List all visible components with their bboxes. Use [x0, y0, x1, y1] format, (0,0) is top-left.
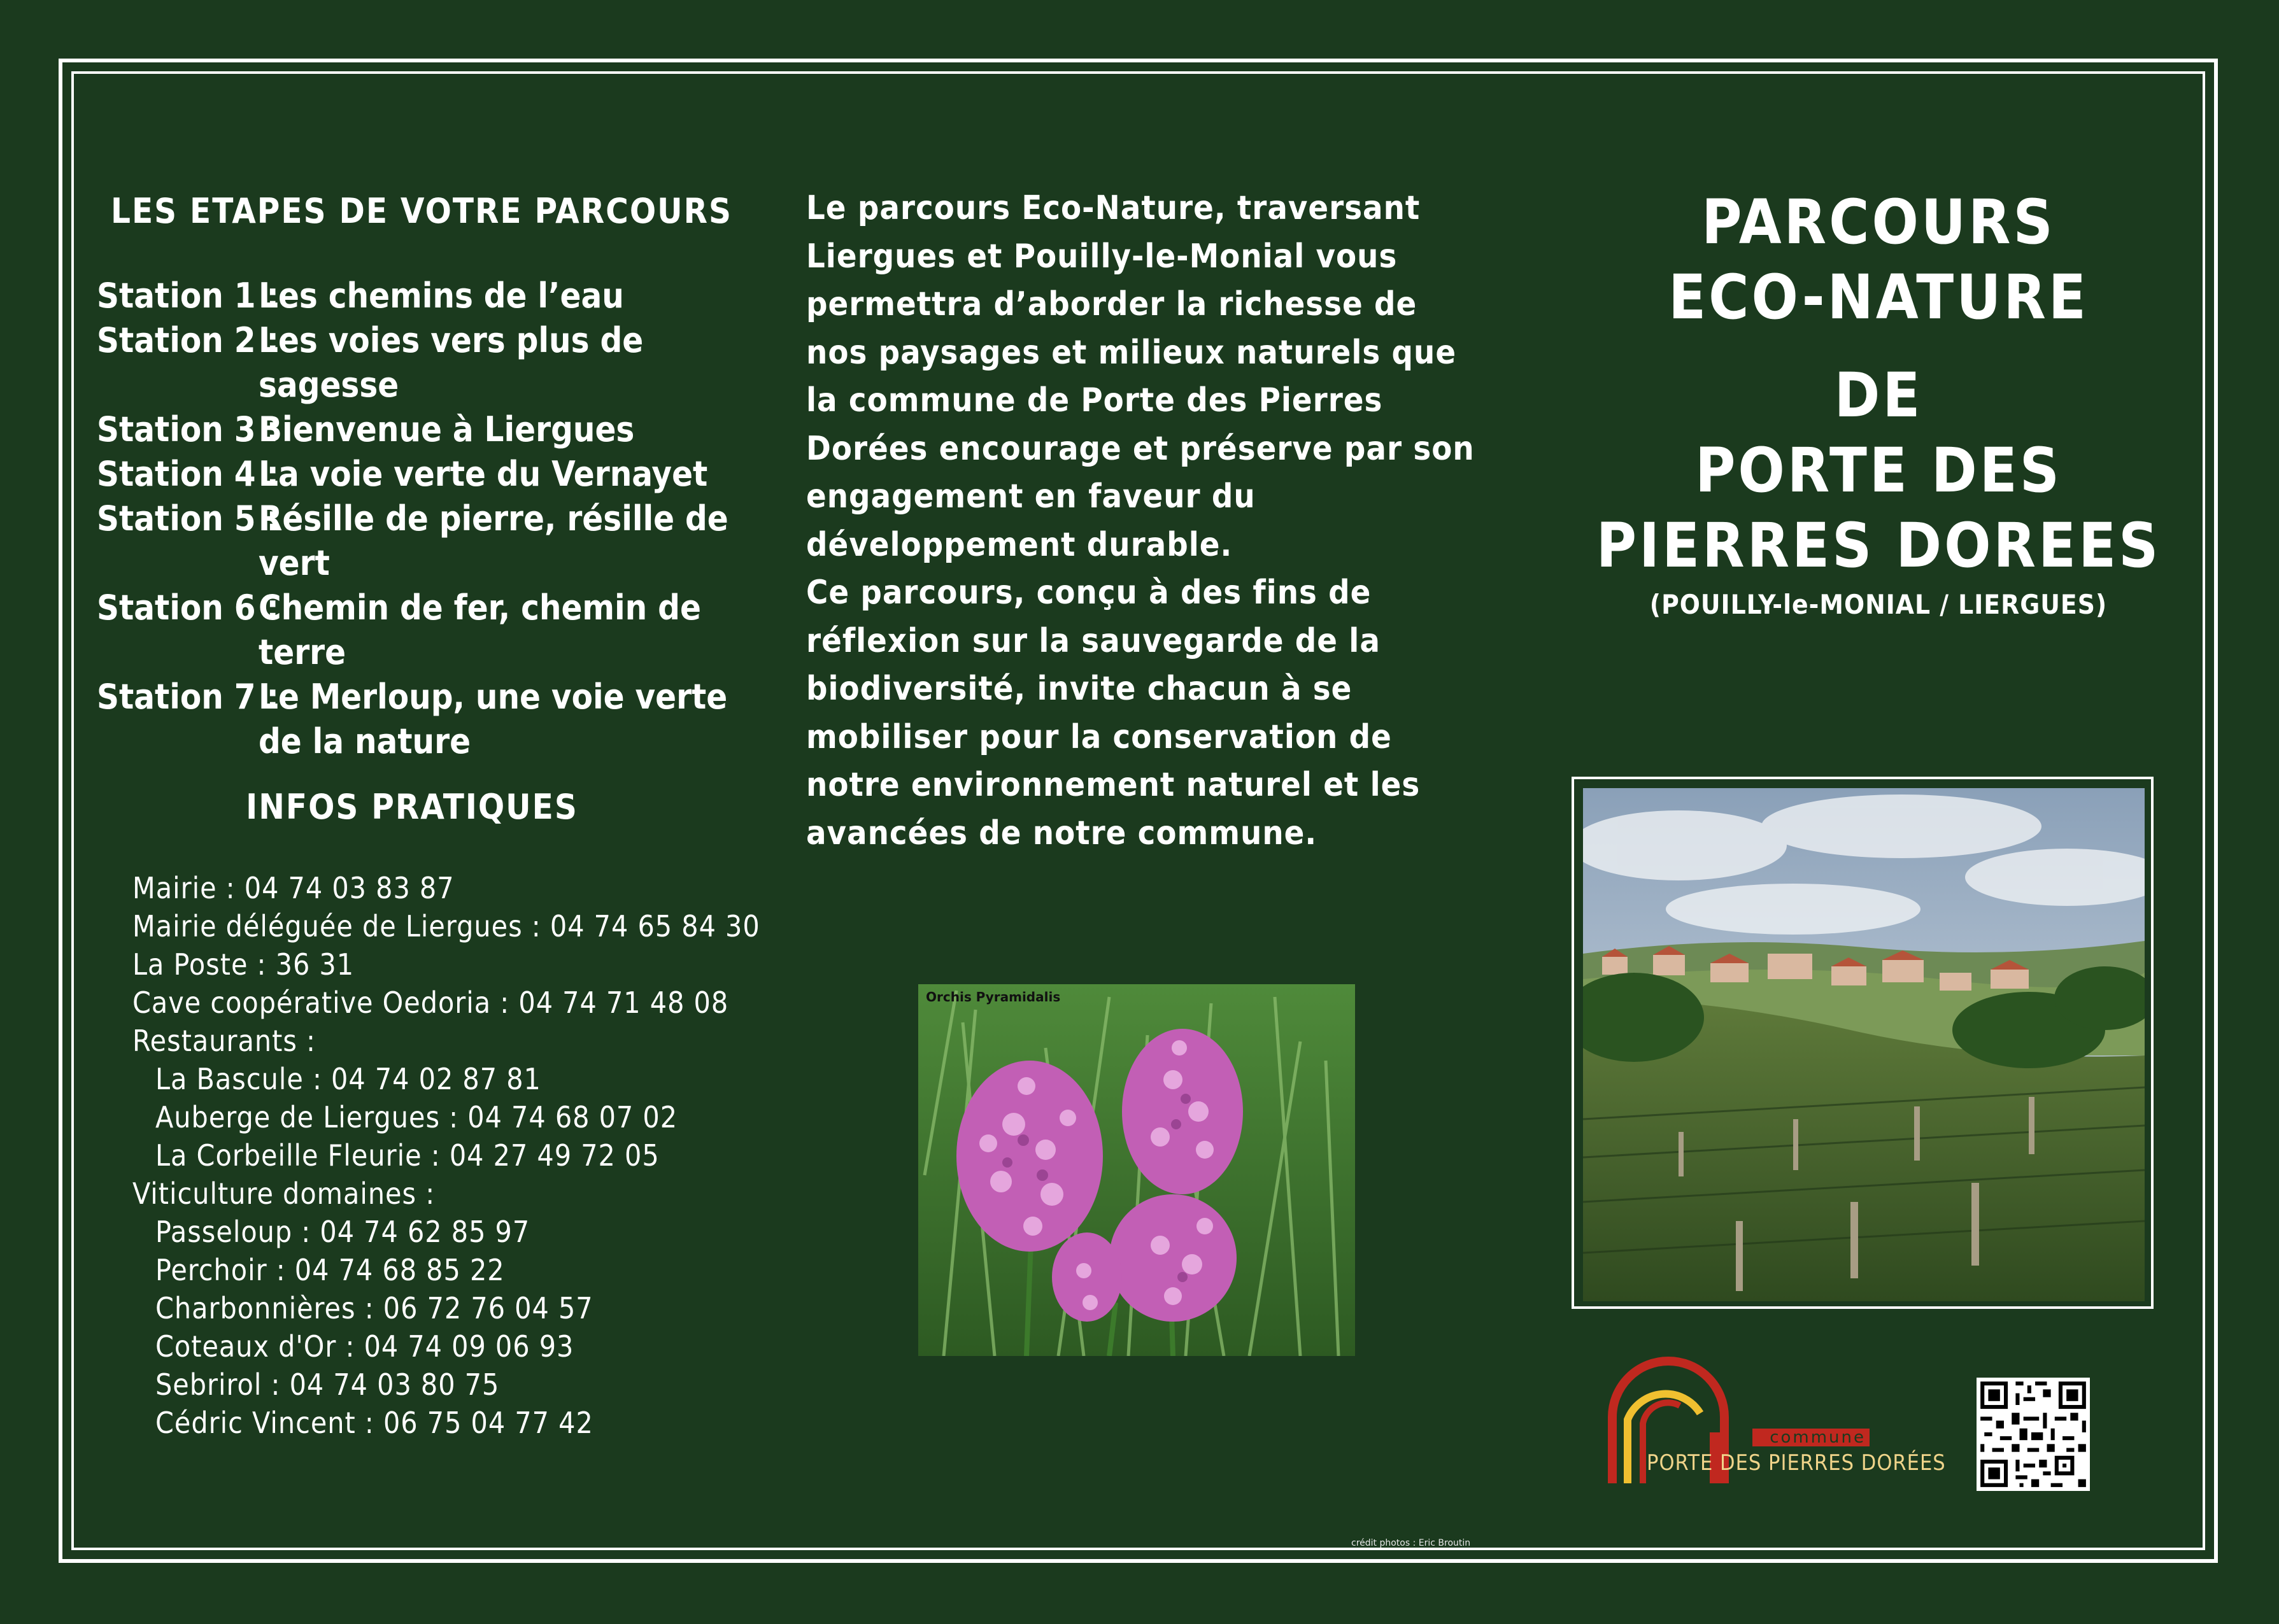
station-row: [97, 407, 772, 452]
orchid-photo: [918, 984, 1355, 1356]
info-line: La Bascule : 04 74 02 87 81: [155, 1062, 541, 1096]
info-line: Perchoir : 04 74 68 85 22: [155, 1253, 505, 1287]
station-title: Les voies vers plus de sagesse: [259, 320, 644, 405]
infos-heading: INFOS PRATIQUES: [246, 787, 578, 827]
orchid-caption: Orchis Pyramidalis: [926, 989, 1061, 1005]
station-number: Station 4 :: [97, 454, 279, 494]
station-row: [97, 675, 772, 764]
station-number: Station 2 :: [97, 320, 279, 360]
etapes-heading-wrap: [97, 191, 746, 231]
title-block: [1560, 185, 2197, 624]
title-line-3: DE: [1834, 360, 1923, 431]
logo-commune-label: commune: [1752, 1429, 1870, 1446]
station-number: Station 5 :: [97, 498, 279, 539]
info-line: La Corbeille Fleurie : 04 27 49 72 05: [155, 1138, 660, 1173]
station-title: Le Merloup, une voie verte de la nature: [259, 677, 728, 761]
intro-paragraph-2: Ce parcours, conçu à des fins de réflexion sur la sauvegarde de la biodiversité, invite chacun à se mobiliser pour la conservation de notre environnement naturel et les avancées de notre commune.: [806, 574, 1421, 852]
station-title: La voie verte du Vernayet: [259, 454, 708, 494]
info-line: Auberge de Liergues : 04 74 68 07 02: [155, 1100, 678, 1134]
info-line: Cave coopérative Oedoria : 04 74 71 48 08: [132, 985, 729, 1020]
infos-list: [132, 869, 769, 1442]
stations-list: [97, 274, 772, 764]
title-line-1: PARCOURS: [1701, 187, 2055, 258]
qr-code-icon: [1977, 1378, 2090, 1491]
commune-logo: [1605, 1356, 1946, 1496]
intro-text: [806, 185, 1481, 858]
info-line: Charbonnières : 06 72 76 04 57: [155, 1291, 593, 1325]
info-line: Mairie déléguée de Liergues : 04 74 65 84 30: [132, 909, 760, 943]
orchid-illustration: [918, 984, 1355, 1356]
title-line-5: PIERRES DOREES: [1596, 510, 2161, 581]
station-number: Station 3 :: [97, 409, 279, 449]
infos-heading-wrap: [97, 787, 727, 827]
title-subtitle: (POUILLY-le-MONIAL / LIERGUES): [1649, 589, 2108, 620]
landscape-photo: [1583, 788, 2145, 1301]
station-row: [97, 452, 772, 497]
station-number: Station 7 :: [97, 677, 279, 717]
landscape-illustration: [1583, 788, 2145, 1301]
station-title: Bienvenue à Liergues: [259, 409, 635, 449]
info-line: Restaurants :: [132, 1024, 316, 1058]
title-line-4: PORTE DES: [1695, 435, 2062, 506]
station-title: Résille de pierre, résille de vert: [259, 498, 728, 583]
station-row: [97, 497, 772, 586]
station-row: [97, 274, 772, 318]
title-line-2: ECO-NATURE: [1668, 262, 2089, 333]
etapes-heading: LES ETAPES DE VOTRE PARCOURS: [111, 191, 732, 231]
station-row: [97, 586, 772, 675]
station-number: Station 1 :: [97, 276, 279, 316]
intro-paragraph-1: Le parcours Eco-Nature, traversant Liergues et Pouilly-le-Monial vous permettra d’aborder la richesse de nos paysages et milieux naturels que la commune de Porte des Pierres Dorées encourage et préserve par son engagement en faveur du développement durable.: [806, 189, 1475, 564]
station-title: Les chemins de l’eau: [259, 276, 624, 316]
logo-name: PORTE DES PIERRES DORÉES: [1647, 1450, 1946, 1476]
qr-code[interactable]: [1977, 1378, 2090, 1491]
info-line: Coteaux d'Or : 04 74 09 06 93: [155, 1329, 574, 1364]
info-line: Viticulture domaines :: [132, 1176, 436, 1211]
info-line: Cédric Vincent : 06 75 04 77 42: [155, 1406, 593, 1440]
station-title: Chemin de fer, chemin de terre: [259, 588, 701, 672]
station-number: Station 6 :: [97, 588, 279, 628]
info-line: La Poste : 36 31: [132, 947, 355, 982]
photo-credit: crédit photos : Eric Broutin: [1351, 1538, 1471, 1548]
info-line: Sebrirol : 04 74 03 80 75: [155, 1367, 500, 1402]
info-line: Mairie : 04 74 03 83 87: [132, 871, 455, 905]
info-line: Passeloup : 04 74 62 85 97: [155, 1215, 530, 1249]
station-row: [97, 318, 772, 407]
